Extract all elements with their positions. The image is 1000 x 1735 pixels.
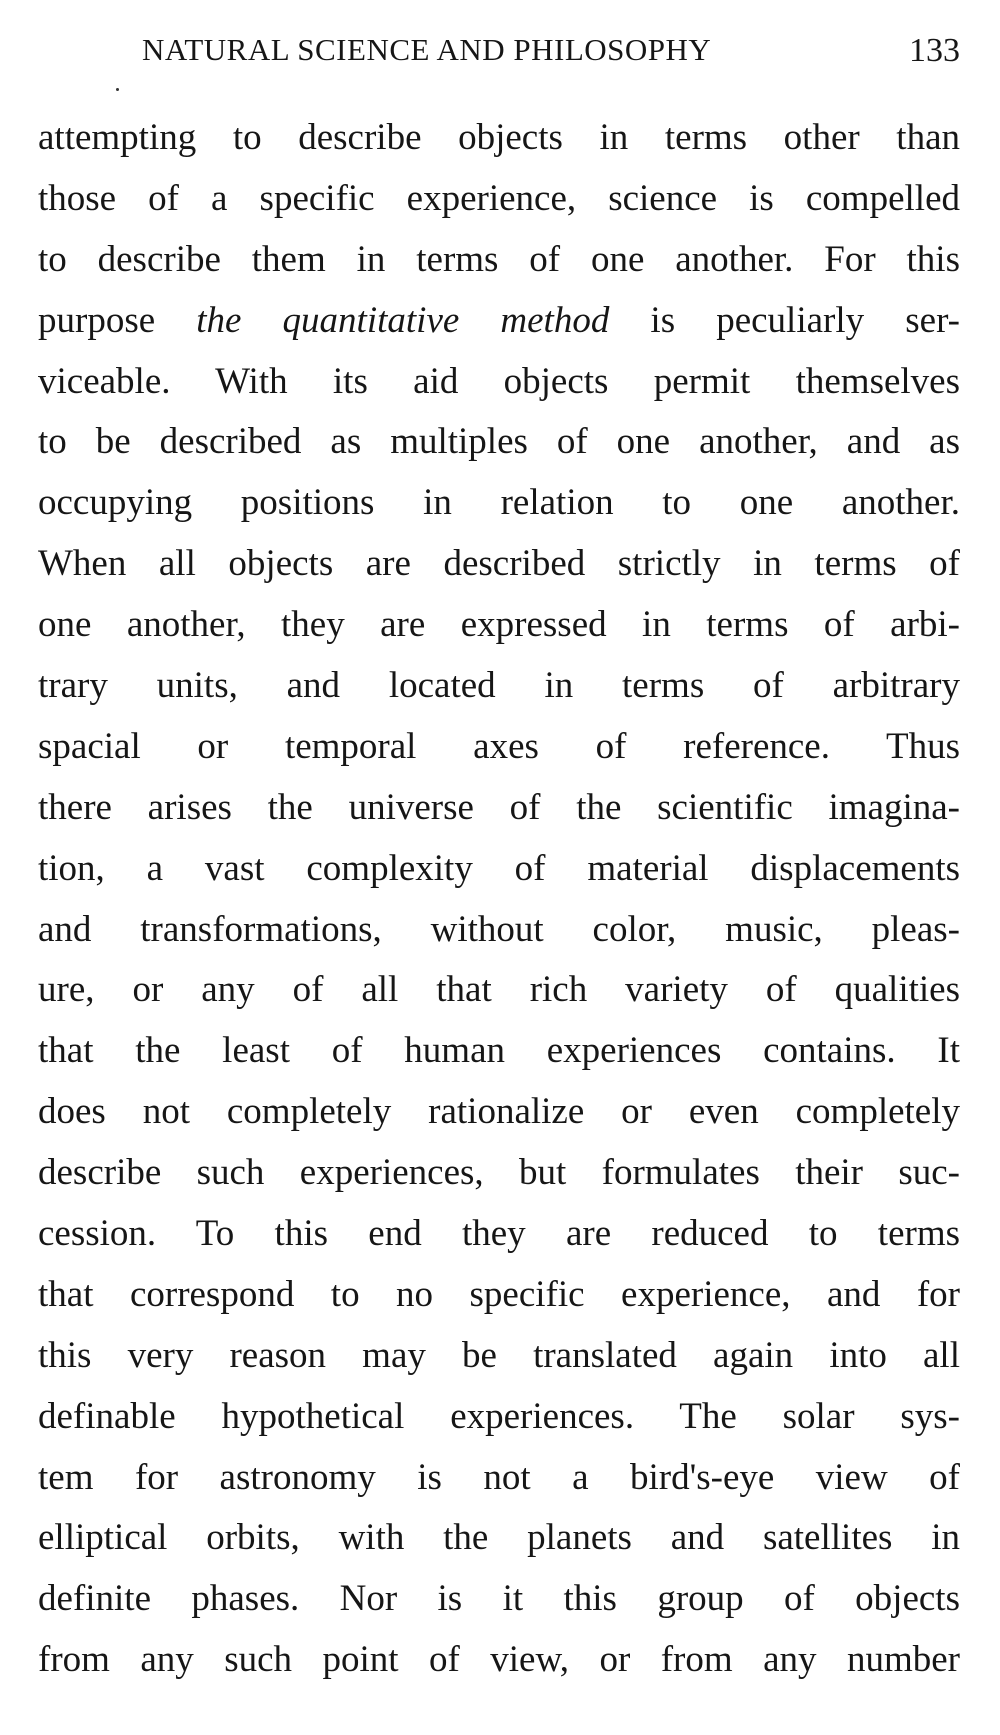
text-line xyxy=(38,1508,960,1569)
text-line xyxy=(38,534,960,595)
text-line xyxy=(38,656,960,717)
text-line xyxy=(38,1387,960,1448)
text-line xyxy=(38,1143,960,1204)
text-line xyxy=(38,1630,960,1691)
text-segment: describe such experiences, but formulates their suc- xyxy=(38,1152,960,1194)
text-line xyxy=(38,1082,960,1143)
text-segment: attempting to describe objects in terms other than xyxy=(38,117,960,158)
text-line xyxy=(38,352,960,413)
text-line xyxy=(38,412,960,473)
text-segment: ure, or any of all that rich variety of qualities xyxy=(38,969,960,1011)
text-line xyxy=(38,900,960,961)
text-line xyxy=(38,778,960,839)
text-segment: there arises the universe of the scientific imagina- xyxy=(38,786,960,828)
text-line xyxy=(38,1569,960,1630)
text-line xyxy=(38,1326,960,1387)
text-segment: is peculiarly ser- xyxy=(609,299,960,341)
text-segment: cession. To this end they are reduced to terms xyxy=(38,1213,960,1255)
text-segment: spacial or temporal axes of reference. Thus xyxy=(38,725,960,767)
text-segment: to be described as multiples of one another, and as xyxy=(38,421,960,463)
text-line xyxy=(38,169,960,230)
text-line xyxy=(38,1448,960,1509)
text-segment: that the least of human experiences contains. It xyxy=(38,1030,960,1072)
text-line xyxy=(38,717,960,778)
text-line xyxy=(38,960,960,1021)
text-segment: this very reason may be translated again into all xyxy=(38,1334,960,1376)
text-segment: definable hypothetical experiences. The solar sys- xyxy=(38,1395,960,1437)
print-speck xyxy=(116,88,119,91)
text-segment: occupying positions in relation to one another. xyxy=(38,482,960,524)
text-line xyxy=(38,1021,960,1082)
text-segment: purpose xyxy=(38,299,197,341)
text-segment: one another, they are expressed in terms of arbi- xyxy=(38,604,960,646)
text-segment: When all objects are described strictly in terms of xyxy=(38,543,960,585)
page-number: 133 xyxy=(909,32,960,69)
text-line xyxy=(38,473,960,534)
text-line xyxy=(38,291,960,352)
text-segment: trary units, and located in terms of arbitrary xyxy=(38,665,960,707)
running-head xyxy=(0,20,1000,80)
text-segment: definite phases. Nor is it this group of objects xyxy=(38,1578,960,1620)
text-segment: does not completely rationalize or even completely xyxy=(38,1091,960,1133)
text-line xyxy=(38,1265,960,1326)
italic-phrase: the quantitative method xyxy=(196,299,610,341)
text-line xyxy=(38,230,960,291)
text-segment: those of a specific experience, science is compelled xyxy=(38,177,960,219)
text-line xyxy=(38,595,960,656)
running-title: NATURAL SCIENCE AND PHILOSOPHY xyxy=(142,32,712,67)
text-segment: viceable. With its aid objects permit themselves xyxy=(38,360,960,402)
text-segment: tion, a vast complexity of material displacements xyxy=(38,847,960,889)
text-segment: and transformations, without color, music, pleas- xyxy=(38,908,960,950)
text-segment: elliptical orbits, with the planets and satellites in xyxy=(38,1517,960,1559)
text-segment: from any such point of view, or from any number xyxy=(38,1639,960,1681)
text-segment: that correspond to no specific experience, and for xyxy=(38,1273,960,1315)
text-segment: tem for astronomy is not a bird's-eye view of xyxy=(38,1456,960,1498)
text-line xyxy=(38,108,960,169)
text-line xyxy=(38,1204,960,1265)
body-text xyxy=(38,108,960,1691)
text-line xyxy=(38,839,960,900)
text-segment: to describe them in terms of one another. For this xyxy=(38,238,960,280)
